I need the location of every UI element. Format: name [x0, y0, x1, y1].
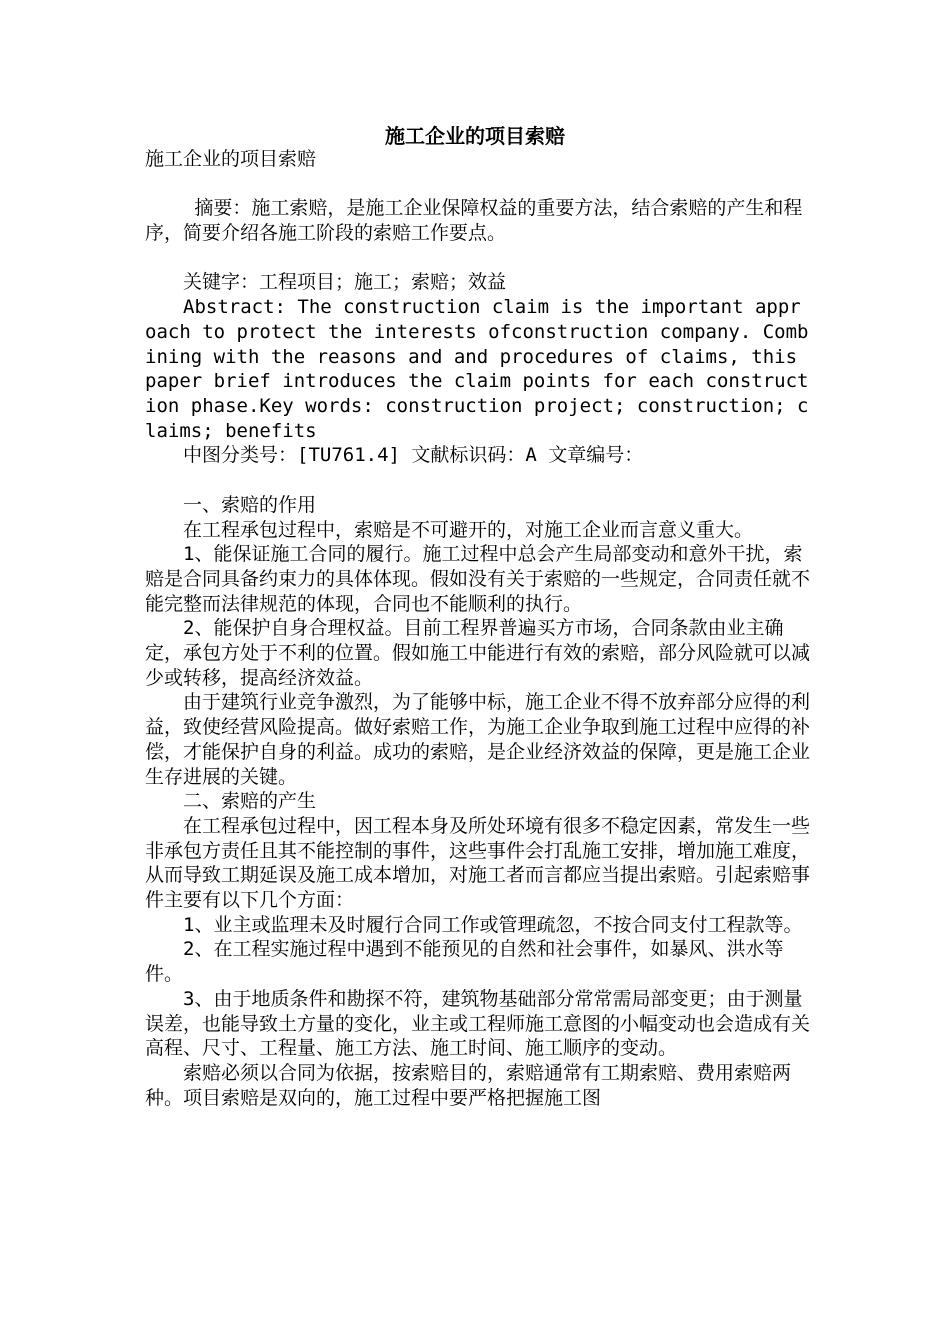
paragraph: 2、能保护自身合理权益。目前工程界普遍买方市场，合同条款由业主确定，承包方处于不利的位置。假如施工中能进行有效的索赔，部分风险就可以减少或转移，提高经济效益。: [145, 617, 811, 689]
paragraph: 由于建筑行业竞争激烈，为了能够中标，施工企业不得不放弃部分应得的利益，致使经营风险提高。做好索赔工作，为施工企业争取到施工过程中应得的补偿，才能保护自身的利益。成功的索赔，是企业经济效益的保障，更是施工企业生存进展的关键。: [145, 691, 811, 788]
paragraph: 在工程承包过程中，索赔是不可避开的，对施工企业而言意义重大。: [183, 518, 754, 541]
abstract-cn: 摘要：施工索赔，是施工企业保障权益的重要方法，结合索赔的产生和程序，简要介绍各施工阶段的索赔工作要点。: [145, 197, 803, 245]
section-heading-2: 二、索赔的产生: [183, 790, 317, 813]
paragraph: 1、业主或监理未及时履行合同工作或管理疏忽，不按合同支付工程款等。: [183, 913, 803, 936]
blank-line: [145, 172, 810, 197]
blank-line: [145, 468, 810, 493]
blank-line: [145, 246, 810, 271]
paragraph: 索赔必须以合同为依据，按索赔目的，索赔通常有工期索赔、费用索赔两种。项目索赔是双向的，施工过程中要严格把握施工图: [145, 1061, 792, 1109]
paragraph: 3、由于地质条件和勘探不符，建筑物基础部分常常需局部变更；由于测量误差，也能导致土方量的变化，业主或工程师施工意图的小幅变动也会造成有关高程、尺寸、工程量、施工方法、施工时间、施工顺序的变动。: [145, 987, 811, 1060]
document-body: [145, 147, 810, 1110]
document-subtitle: 施工企业的项目索赔: [145, 148, 317, 170]
abstract-en: Abstract: The construction claim is the important approach to protect the interests ofconstruction company. Combining with the reasons and and procedures of claims, this paper brief introduces the claim points for each construction phase.Key words: construction project; construction; claims; benefits: [145, 296, 809, 442]
document-title: 施工企业的项目索赔: [385, 124, 565, 148]
classification-line: 中图分类号：[TU761.4] 文献标识码：A 文章编号：: [183, 444, 644, 467]
section-heading-1: 一、索赔的作用: [183, 493, 317, 516]
paragraph: 1、能保证施工合同的履行。施工过程中总会产生局部变动和意外干扰，索赔是合同具备约束力的具体体现。假如没有关于索赔的一些规定，合同责任就不能完整而法律规范的体现，合同也不能顺利的执行。: [145, 543, 811, 615]
keywords-cn: 关键字：工程项目；施工；索赔；效益: [183, 271, 507, 294]
paragraph: 2、在工程实施过程中遇到不能预见的自然和社会事件，如暴风、洪水等件。: [145, 938, 784, 986]
paragraph: 在工程承包过程中，因工程本身及所处环境有很多不稳定因素，常发生一些非承包方责任且其不能控制的事件，这些事件会打乱施工安排，增加施工难度，从而导致工期延误及施工成本增加，对施工者而言都应当提出索赔。引起索赔事件主要有以下几个方面：: [145, 814, 811, 912]
